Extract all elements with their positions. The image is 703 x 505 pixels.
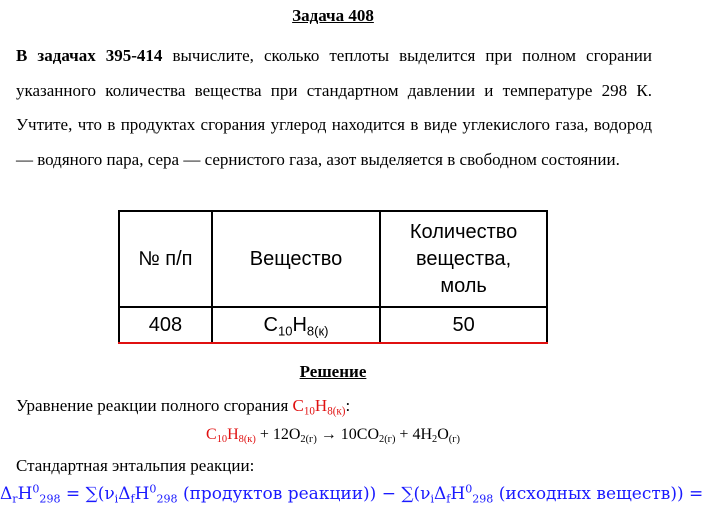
enthalpy-caption: Стандартная энтальпия реакции: bbox=[16, 456, 255, 475]
data-table bbox=[118, 210, 548, 344]
caption-formula: $C_{10}H_{8(к)}$ bbox=[292, 396, 346, 418]
row-number: 408 bbox=[119, 307, 212, 343]
header-number: № п/п bbox=[119, 211, 212, 307]
solution-title: Решение bbox=[299, 362, 367, 381]
task-text: вычислите, сколько теплоты выделится при полном сгорании указанного количества вещества при стандартном давлении и температуре 298 К. Учтите, что в продуктах сгорания углерод находится в виде углекислого газа, водород — водяного пара, сера — сернистого газа, азот выделяется в свободном состоянии. bbox=[16, 46, 652, 169]
reaction-equation: $C_{10}H_{8(к)} + 12O_{2(г)} \to 10CO_{2(г)} + 4H_2O_{(г)}$ bbox=[206, 426, 460, 446]
task-title: Задача 408 bbox=[292, 6, 374, 25]
table-header-row bbox=[119, 211, 547, 307]
table-row bbox=[119, 307, 547, 343]
header-amount: Количество вещества, моль bbox=[380, 211, 547, 307]
header-substance: Вещество bbox=[212, 211, 380, 307]
enthalpy-formula: $\Delta_rH^0_{298} = \sum(\nu_i\Delta_fH^0_{298}$ (продуктов реакции)) − $\sum(\nu_i\Delta_fH^0_{298}$ (исходных веществ)) = bbox=[0, 482, 703, 505]
task-range: В задачах 395-414 bbox=[16, 46, 163, 65]
task-statement bbox=[16, 39, 652, 177]
row-substance: $C_{10}H_{8(к)}$ bbox=[212, 307, 380, 343]
reaction-caption: Уравнение реакции полного сгорания $C_{10}H_{8(к)}$: bbox=[16, 396, 351, 418]
row-amount: 50 bbox=[380, 307, 547, 343]
